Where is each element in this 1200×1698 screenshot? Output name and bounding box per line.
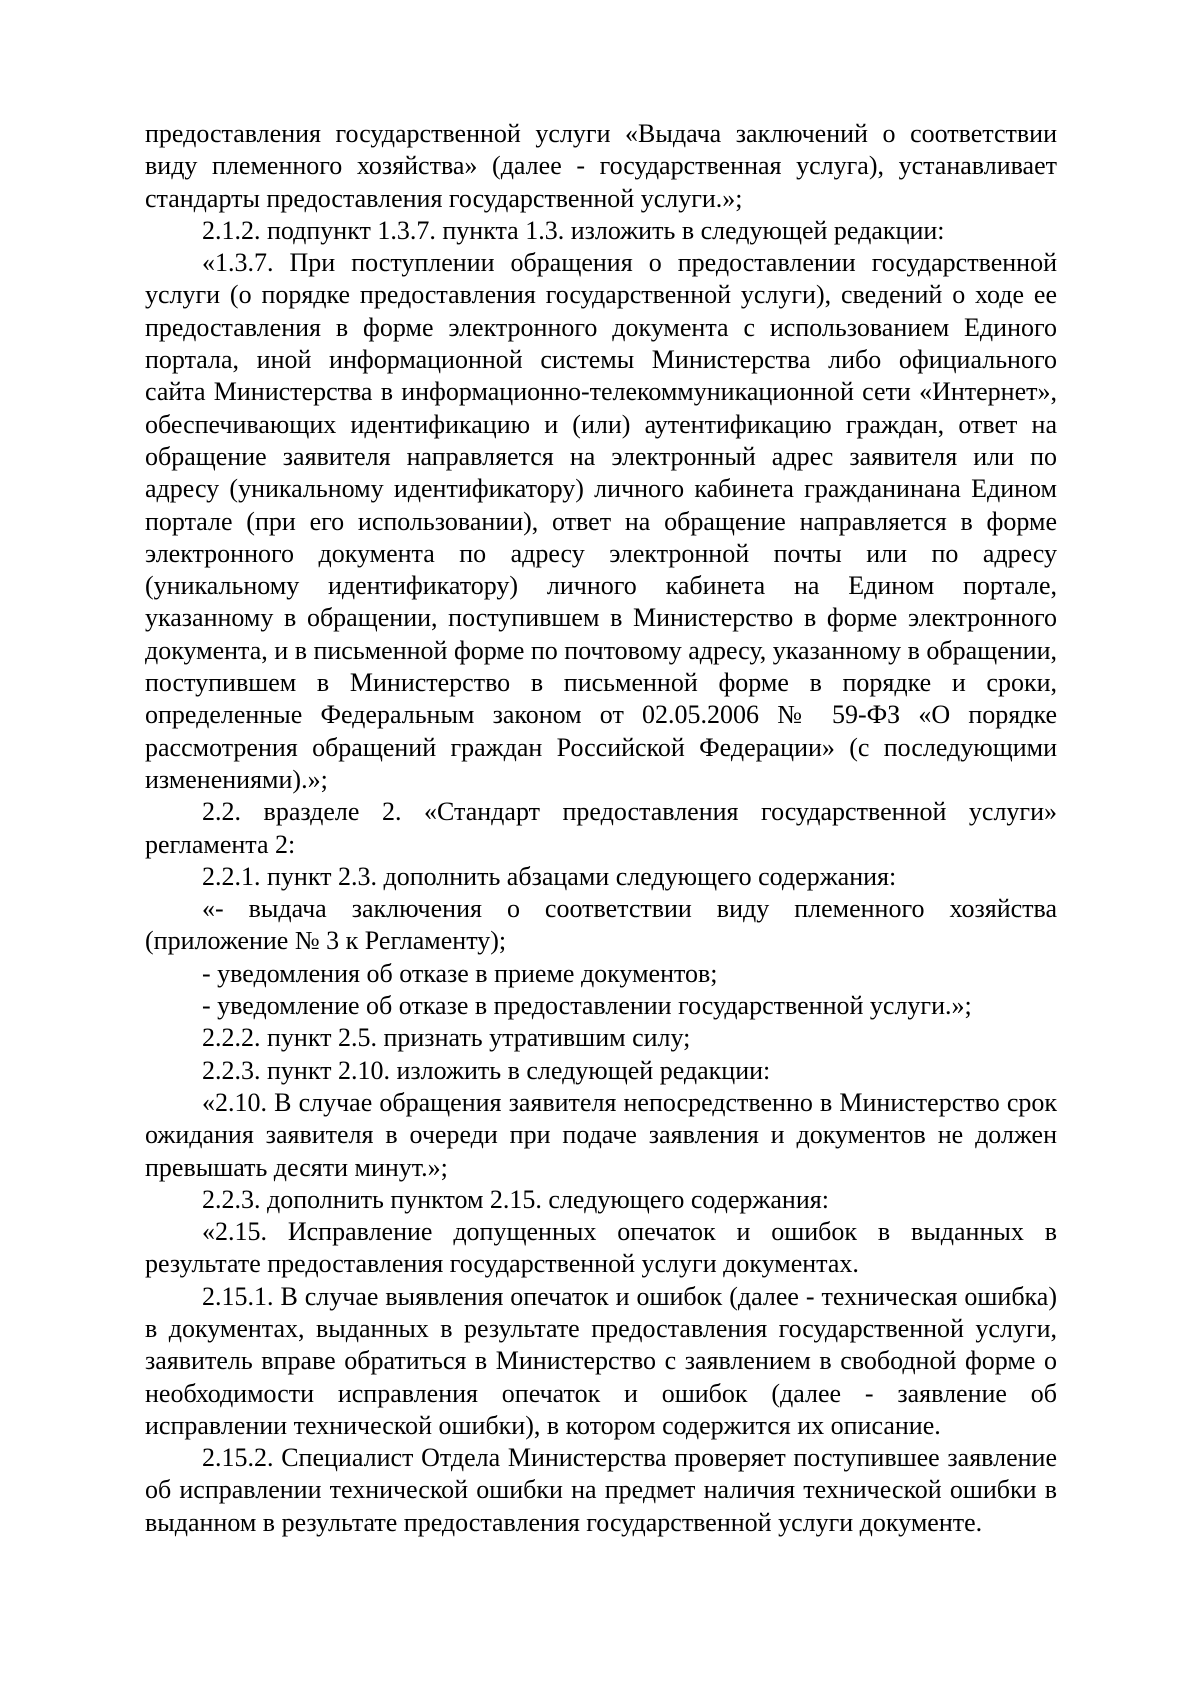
- paragraph-12: 2.2.3. дополнить пунктом 2.15. следующего содержания:: [202, 1184, 829, 1214]
- paragraph-14: 2.15.1. В случае выявления опечаток и ошибок (далее - техническая ошибка) в документах, выданных в результате предоставления государственной услуги, заявитель вправе обратиться в Министерство с заявлением в свободной форме о необходимости исправления опечаток и ошибок (далее - заявление об исправлении технической ошибки), в котором содержится их описание.: [145, 1281, 1057, 1440]
- paragraph-15: 2.15.2. Специалист Отдела Министерства проверяет поступившее заявление об исправлении технической ошибки на предмет наличия технической ошибки в выданном в результате предоставления государственной услуги документе.: [145, 1443, 1057, 1537]
- paragraph-1: предоставления государственной услуги «Выдача заключений о соответствии виду племенного хозяйства» (далее - государственная услуга), устанавливает стандарты предоставления государственной услуги.»;: [145, 119, 1057, 213]
- paragraph-8: - уведомление об отказе в предоставлении государственной услуги.»;: [202, 991, 972, 1021]
- paragraph-10: 2.2.3. пункт 2.10. изложить в следующей редакции:: [202, 1055, 771, 1085]
- paragraph-6: «- выдача заключения о соответствии виду племенного хозяйства (приложение № 3 к Регламенту);: [145, 894, 1057, 956]
- paragraph-13: «2.15. Исправление допущенных опечаток и ошибок в выданных в результате предоставления государственной услуги документах.: [145, 1217, 1057, 1279]
- paragraph-11: «2.10. В случае обращения заявителя непосредственно в Министерство срок ожидания заявителя в очереди при подаче заявления и документов не должен превышать десяти минут.»;: [145, 1087, 1057, 1182]
- paragraph-3: «1.3.7. При поступлении обращения о предоставлении государственной услуги (о порядке предоставления государственной услуги), сведений о ходе ее предоставления в форме электронного документа с использованием Единого портала, иной информационной системы Министерства либо официального сайта Министерства в информационно-телекоммуникационной сети «Интернет», обеспечивающих идентификацию и (или) аутентификацию граждан, ответ на обращение заявителя направляется на электронный адрес заявителя или по адресу (уникальному идентификатору) личного кабинета гражданинана Едином портале (при его использовании), ответ на обращение направляется в форме электронного документа по адресу электронной почты или по адресу (уникальному идентификатору) личного кабинета на Едином портале, указанному в обращении, поступившем в Министерство в форме электронного документа, и в письменной форме по почтовому адресу, указанному в обращении, поступившем в Министерство в письменной форме в порядке и сроки, определенные Федеральным законом от 02.05.2006 № 59-ФЗ «О порядке рассмотрения обращений граждан Российской Федерации» (с последующими изменениями).»;: [145, 248, 1057, 794]
- paragraph-9: 2.2.2. пункт 2.5. признать утратившим силу;: [202, 1023, 691, 1053]
- document-page: [145, 118, 1057, 1539]
- paragraph-5: 2.2.1. пункт 2.3. дополнить абзацами следующего содержания:: [202, 861, 897, 891]
- paragraph-7: - уведомления об отказе в приеме документов;: [202, 958, 718, 988]
- paragraph-4: 2.2. вразделе 2. «Стандарт предоставления государственной услуги» регламента 2:: [145, 797, 1057, 859]
- paragraph-2: 2.1.2. подпункт 1.3.7. пункта 1.3. изложить в следующей редакции:: [202, 215, 945, 245]
